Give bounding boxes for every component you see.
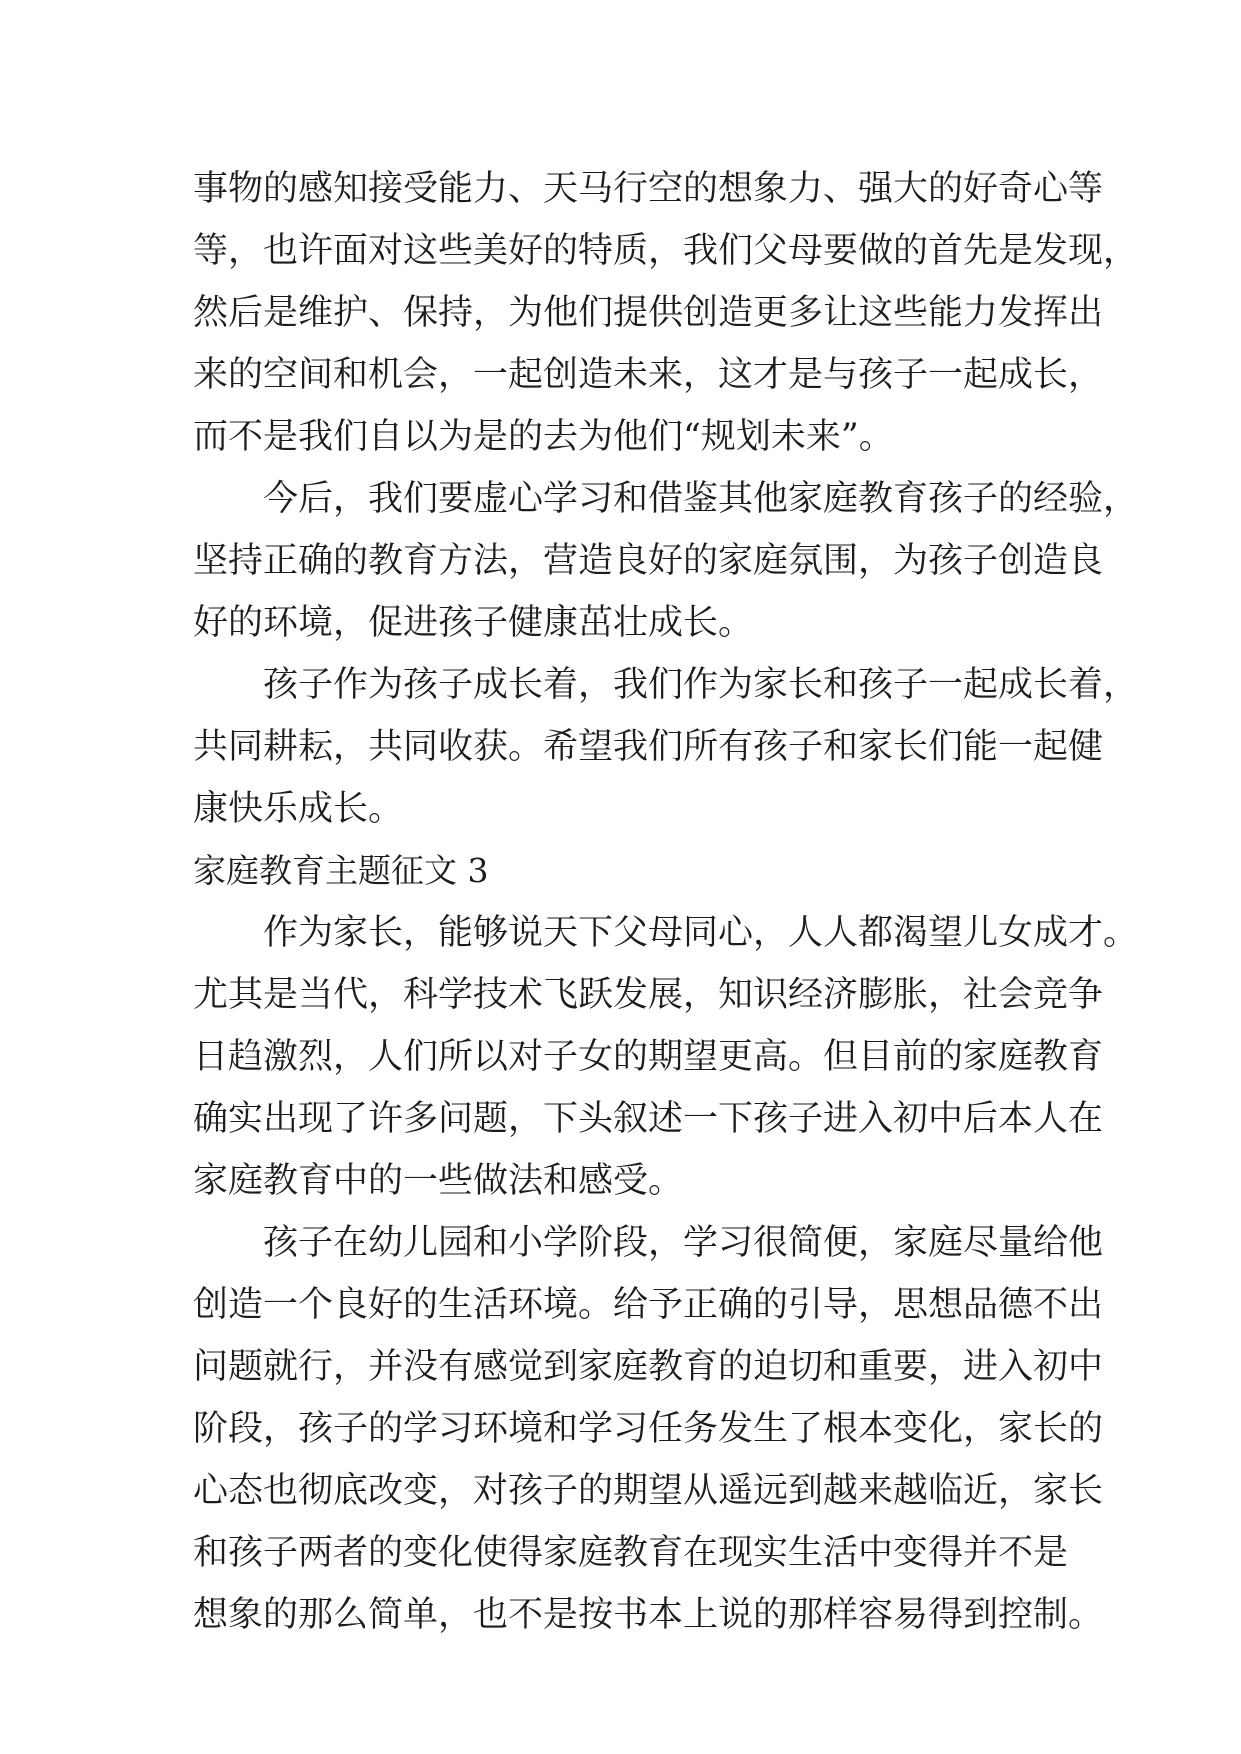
text-line: 创造一个良好的生活环境。给予正确的引导，思想品德不出 <box>193 1285 1104 1325</box>
text-line: 阶段，孩子的学习环境和学习任务发生了根本变化，家长的 <box>193 1409 1104 1449</box>
text-line: 想象的那么简单，也不是按书本上说的那样容易得到控制。 <box>193 1595 1104 1635</box>
text-line: 确实出现了许多问题，下头叙述一下孩子进入初中后本人在 <box>193 1099 1104 1139</box>
text-line: 心态也彻底改变，对孩子的期望从遥远到越来越临近，家长 <box>193 1471 1104 1511</box>
text-line: 事物的感知接受能力、天马行空的想象力、强大的好奇心等 <box>193 169 1104 209</box>
document-body <box>193 158 1139 1646</box>
text-line: 尤其是当代，科学技术飞跃发展，知识经济膨胀，社会竞争 <box>193 975 1104 1015</box>
text-line: 日趋激烈，人们所以对子女的期望更高。但目前的家庭教育 <box>193 1037 1104 1077</box>
text-line: 坚持正确的教育方法，营造良好的家庭氛围，为孩子创造良 <box>193 541 1104 581</box>
text-line: 来的空间和机会，一起创造未来，这才是与孩子一起成长， <box>193 355 1104 395</box>
text-line: 康快乐成长。 <box>193 789 404 829</box>
text-line: 孩子作为孩子成长着，我们作为家长和孩子一起成长着， <box>263 665 1139 705</box>
paragraph <box>193 902 1139 1212</box>
text-line: 和孩子两者的变化使得家庭教育在现实生活中变得并不是 <box>193 1533 1069 1573</box>
text-line: 问题就行，并没有感觉到家庭教育的迫切和重要，进入初中 <box>193 1347 1104 1387</box>
text-line: 好的环境，促进孩子健康茁壮成长。 <box>193 603 754 643</box>
paragraph <box>193 468 1139 654</box>
paragraph <box>193 158 1139 468</box>
text-line: 共同耕耘，共同收获。希望我们所有孩子和家长们能一起健 <box>193 727 1104 767</box>
text-line: 孩子在幼儿园和小学阶段，学习很简便，家庭尽量给他 <box>263 1223 1104 1263</box>
paragraph <box>193 654 1139 840</box>
text-line: 然后是维护、保持，为他们提供创造更多让这些能力发挥出 <box>193 293 1104 333</box>
text-line: 而不是我们自以为是的去为他们“规划未来”。 <box>193 417 894 457</box>
text-line: 作为家长，能够说天下父母同心，人人都渴望儿女成才。 <box>263 913 1139 953</box>
text-line: 家庭教育中的一些做法和感受。 <box>193 1161 684 1201</box>
section-heading: 家庭教育主题征文 3 <box>193 851 489 890</box>
paragraph <box>193 1212 1104 1646</box>
text-line: 等，也许面对这些美好的特质，我们父母要做的首先是发现， <box>193 231 1139 271</box>
text-line: 今后，我们要虚心学习和借鉴其他家庭教育孩子的经验， <box>263 479 1139 519</box>
